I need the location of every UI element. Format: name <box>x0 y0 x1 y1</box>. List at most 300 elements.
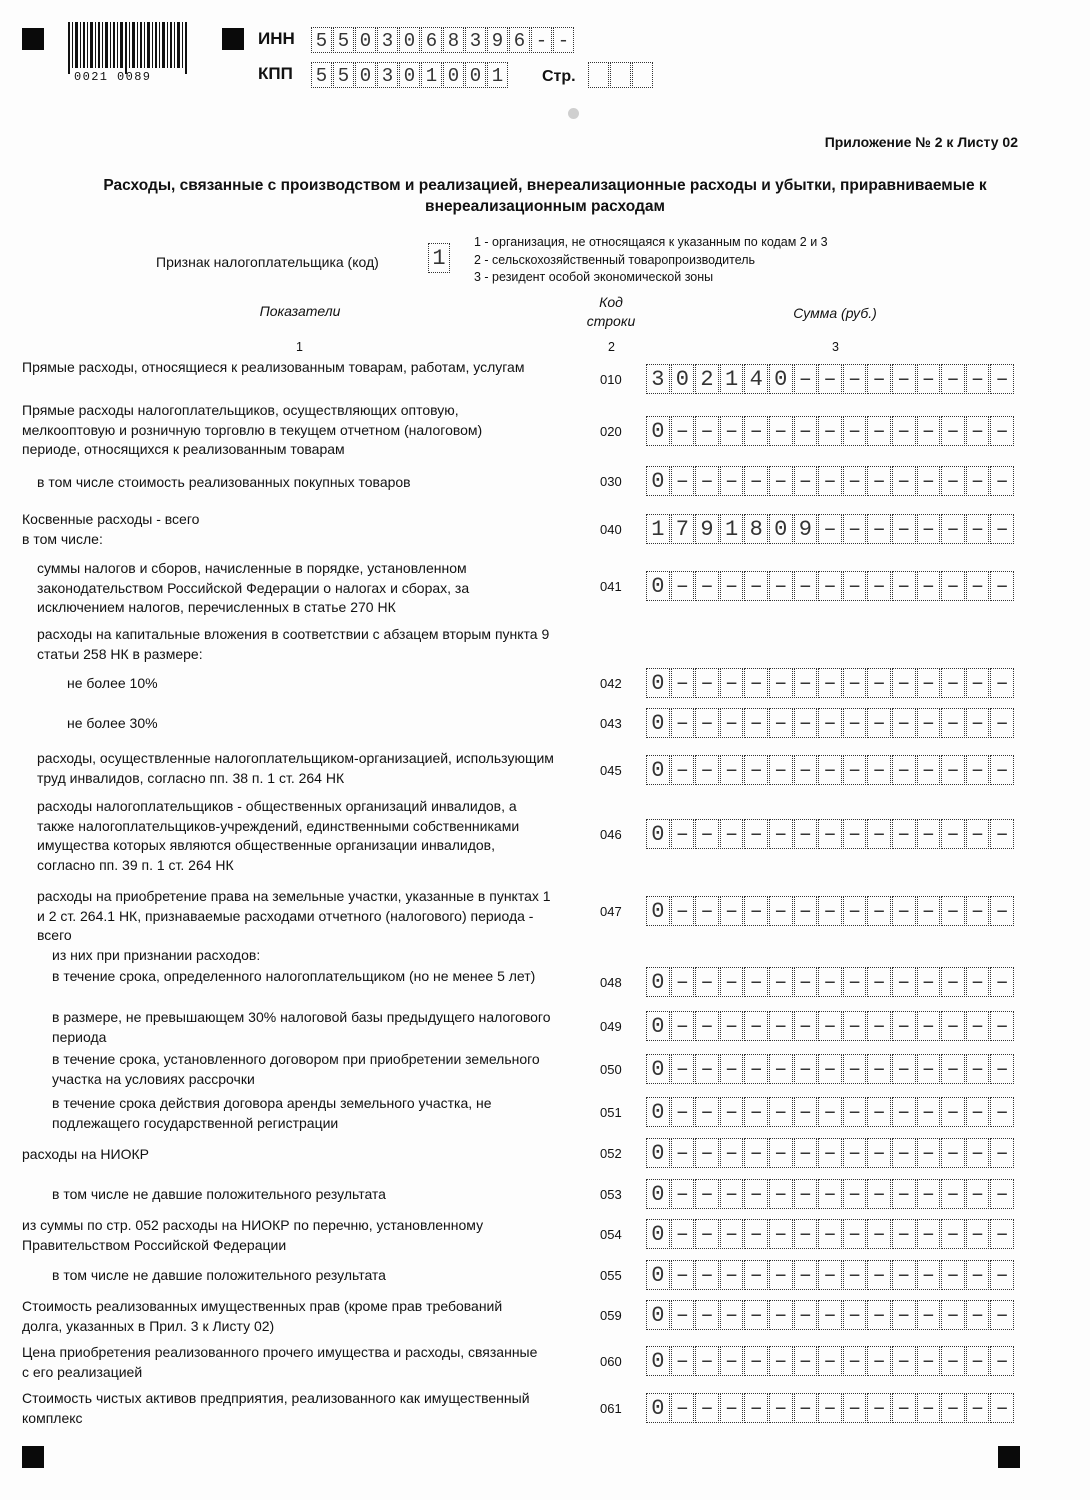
sum-digit-cell: – <box>818 708 842 738</box>
sum-digit-cell: – <box>769 1179 793 1209</box>
inn-digit-cell: 8 <box>443 27 464 53</box>
row-label: расходы на капитальные вложения в соответствии с абзацем вторым пункта 9 статьи 258 НК в размере: <box>37 626 550 662</box>
sum-digit-cell: – <box>695 1219 719 1249</box>
kpp-digit-cell: 5 <box>311 62 332 88</box>
column-header-sum: Сумма (руб.) <box>793 305 877 321</box>
sum-digit-cell: 0 <box>646 1054 670 1084</box>
sum-digit-cell: – <box>695 416 719 446</box>
sum-digit-cell: – <box>941 1219 965 1249</box>
row-sum-field[interactable] <box>646 755 1015 785</box>
sum-digit-cell: – <box>892 1097 916 1127</box>
row-sum-field[interactable] <box>646 1138 1015 1168</box>
sum-digit-cell: – <box>794 755 818 785</box>
page-number-field[interactable] <box>588 62 654 88</box>
row-sum-field[interactable] <box>646 1097 1015 1127</box>
row-sum-field[interactable] <box>646 466 1015 496</box>
sum-digit-cell: – <box>794 571 818 601</box>
sum-digit-cell: – <box>917 514 941 544</box>
sum-digit-cell: – <box>843 514 867 544</box>
sum-digit-cell: 0 <box>646 819 670 849</box>
row-code: 052 <box>600 1146 622 1161</box>
sum-digit-cell: – <box>843 896 867 926</box>
corner-marker-bottom-left <box>22 1446 44 1468</box>
sum-digit-cell: – <box>843 1138 867 1168</box>
page-digit-cell <box>632 62 653 88</box>
row-label: из суммы по стр. 052 расходы на НИОКР по перечню, установленному Правительством Российской Федерации <box>22 1217 484 1253</box>
sum-digit-cell: 7 <box>671 514 695 544</box>
sum-digit-cell: – <box>744 1054 768 1084</box>
sum-digit-cell: – <box>720 1346 744 1376</box>
sum-digit-cell: – <box>843 819 867 849</box>
sum-digit-cell: 0 <box>646 571 670 601</box>
sum-digit-cell: – <box>720 1300 744 1330</box>
sum-digit-cell: – <box>744 466 768 496</box>
sum-digit-cell: – <box>744 967 768 997</box>
sum-digit-cell: – <box>892 1054 916 1084</box>
sum-digit-cell: – <box>818 1393 842 1423</box>
barcode-image <box>68 22 190 76</box>
sum-digit-cell: – <box>794 416 818 446</box>
sum-digit-cell: – <box>794 1011 818 1041</box>
row-label: в размере, не превышающем 30% налоговой базы предыдущего налогового периода <box>52 1009 551 1045</box>
sum-digit-cell: – <box>941 466 965 496</box>
sum-digit-cell: – <box>917 1300 941 1330</box>
sum-digit-cell: – <box>867 1393 891 1423</box>
sum-digit-cell: – <box>867 1219 891 1249</box>
row-sum-field[interactable] <box>646 1179 1015 1209</box>
inn-label: ИНН <box>258 29 295 48</box>
sum-digit-cell: – <box>892 819 916 849</box>
sum-digit-cell: – <box>818 755 842 785</box>
row-label: расходы, осуществленные налогоплательщиком-организацией, использующим труд инвалидов, согласно пп. 38 п. 1 ст. 264 НК <box>37 750 554 786</box>
sum-digit-cell: – <box>843 708 867 738</box>
sum-digit-cell: – <box>671 708 695 738</box>
row-code: 030 <box>600 474 622 489</box>
sum-digit-cell: – <box>843 364 867 394</box>
row-label: не более 30% <box>67 715 158 731</box>
sum-digit-cell: – <box>990 896 1014 926</box>
sum-digit-cell: – <box>720 1011 744 1041</box>
sum-digit-cell: – <box>744 1260 768 1290</box>
kpp-label: КПП <box>258 64 293 83</box>
sum-digit-cell: – <box>843 1300 867 1330</box>
sum-digit-cell: – <box>695 1346 719 1376</box>
row-sum-field[interactable] <box>646 1219 1015 1249</box>
sum-digit-cell: – <box>818 1097 842 1127</box>
sum-digit-cell: – <box>695 571 719 601</box>
sum-digit-cell: – <box>744 1179 768 1209</box>
sum-digit-cell: – <box>671 571 695 601</box>
sum-digit-cell: – <box>917 571 941 601</box>
sum-digit-cell: – <box>892 1346 916 1376</box>
sum-digit-cell: – <box>892 1179 916 1209</box>
sum-digit-cell: – <box>867 1300 891 1330</box>
sum-digit-cell: – <box>917 1138 941 1168</box>
sum-digit-cell: – <box>966 708 990 738</box>
sum-digit-cell: – <box>769 668 793 698</box>
sum-digit-cell: – <box>794 1054 818 1084</box>
sum-digit-cell: 8 <box>744 514 768 544</box>
sum-digit-cell: – <box>867 364 891 394</box>
row-label: Прямые расходы, относящиеся к реализованным товарам, работам, услугам <box>22 359 525 375</box>
sum-digit-cell: – <box>867 1260 891 1290</box>
sum-digit-cell: – <box>695 755 719 785</box>
row-sum-field[interactable] <box>646 1054 1015 1084</box>
sum-digit-cell: 0 <box>646 896 670 926</box>
row-code: 046 <box>600 827 622 842</box>
row-sum-field[interactable] <box>646 1011 1015 1041</box>
sum-digit-cell: – <box>744 1346 768 1376</box>
sum-digit-cell: – <box>744 896 768 926</box>
sum-digit-cell: – <box>843 466 867 496</box>
sum-digit-cell: – <box>671 1219 695 1249</box>
sum-digit-cell: – <box>695 1179 719 1209</box>
sum-digit-cell: – <box>695 1138 719 1168</box>
sum-digit-cell: – <box>917 364 941 394</box>
sum-digit-cell: – <box>769 896 793 926</box>
sum-digit-cell: – <box>990 967 1014 997</box>
sum-digit-cell: – <box>917 967 941 997</box>
sum-digit-cell: – <box>892 571 916 601</box>
sum-digit-cell: – <box>917 1097 941 1127</box>
row-label: Прямые расходы налогоплательщиков, осуществляющих оптовую, мелкооптовую и розничную торговлю в текущем отчетном (налоговом) периоде, относящихся к реализованным товарам <box>22 402 483 457</box>
sum-digit-cell: – <box>892 967 916 997</box>
sum-digit-cell: – <box>966 1138 990 1168</box>
sum-digit-cell: – <box>818 1179 842 1209</box>
sum-digit-cell: – <box>941 1097 965 1127</box>
sum-digit-cell: – <box>990 755 1014 785</box>
column-header-indicators: Показатели <box>259 303 341 319</box>
sum-digit-cell: – <box>966 514 990 544</box>
sum-digit-cell: – <box>720 819 744 849</box>
inn-digit-cell: 9 <box>487 27 508 53</box>
sum-digit-cell: – <box>794 1393 818 1423</box>
sum-digit-cell: – <box>695 1011 719 1041</box>
sum-digit-cell: – <box>794 1138 818 1168</box>
sum-digit-cell: – <box>917 416 941 446</box>
kpp-digit-cell: 0 <box>465 62 486 88</box>
row-code: 020 <box>600 424 622 439</box>
kpp-field[interactable] <box>311 62 509 88</box>
sum-digit-cell: – <box>941 1346 965 1376</box>
sum-digit-cell: – <box>892 1393 916 1423</box>
sum-digit-cell: – <box>966 819 990 849</box>
sum-digit-cell: – <box>917 1219 941 1249</box>
sum-digit-cell: – <box>917 1179 941 1209</box>
row-code: 060 <box>600 1354 622 1369</box>
sum-digit-cell: – <box>695 668 719 698</box>
row-label: в течение срока, установленного договором при приобретении земельного участка на условиях рассрочки <box>52 1051 540 1087</box>
sum-digit-cell: – <box>769 466 793 496</box>
sum-digit-cell: – <box>695 1393 719 1423</box>
sum-digit-cell: – <box>843 1393 867 1423</box>
row-label: не более 10% <box>67 675 158 691</box>
sum-digit-cell: – <box>990 708 1014 738</box>
row-sum-field[interactable] <box>646 514 1015 544</box>
row-sum-field[interactable] <box>646 1393 1015 1423</box>
sum-digit-cell: – <box>917 708 941 738</box>
sum-digit-cell: – <box>671 896 695 926</box>
sum-digit-cell: 0 <box>646 1011 670 1041</box>
sum-digit-cell: – <box>990 1011 1014 1041</box>
sum-digit-cell: – <box>941 1138 965 1168</box>
sum-digit-cell: – <box>966 967 990 997</box>
page-digit-cell <box>588 62 609 88</box>
sum-digit-cell: – <box>843 1179 867 1209</box>
sum-digit-cell: – <box>720 896 744 926</box>
appendix-label: Приложение № 2 к Листу 02 <box>824 134 1018 150</box>
row-label: в течение срока, определенного налогоплательщиком (но не менее 5 лет) <box>52 968 536 984</box>
row-sum-field[interactable] <box>646 1300 1015 1330</box>
sum-digit-cell: 0 <box>646 967 670 997</box>
sum-digit-cell: – <box>769 1054 793 1084</box>
sum-digit-cell: – <box>671 1260 695 1290</box>
sum-digit-cell: – <box>720 1054 744 1084</box>
sum-digit-cell: – <box>892 416 916 446</box>
sum-digit-cell: 0 <box>646 1097 670 1127</box>
sum-digit-cell: – <box>941 755 965 785</box>
sum-digit-cell: – <box>966 896 990 926</box>
sum-digit-cell: – <box>818 1219 842 1249</box>
sum-digit-cell: – <box>695 708 719 738</box>
sum-digit-cell: – <box>744 1219 768 1249</box>
sum-digit-cell: – <box>892 364 916 394</box>
sum-digit-cell: – <box>941 364 965 394</box>
sum-digit-cell: – <box>794 896 818 926</box>
sum-digit-cell: – <box>843 416 867 446</box>
sum-digit-cell: – <box>843 571 867 601</box>
row-code: 041 <box>600 579 622 594</box>
sum-digit-cell: – <box>941 1179 965 1209</box>
sum-digit-cell: – <box>917 755 941 785</box>
sum-digit-cell: – <box>744 1300 768 1330</box>
sum-digit-cell: – <box>671 1138 695 1168</box>
sum-digit-cell: 0 <box>671 364 695 394</box>
row-label: расходы на НИОКР <box>22 1146 149 1162</box>
sum-digit-cell: – <box>966 1260 990 1290</box>
sum-digit-cell: – <box>720 967 744 997</box>
inn-digit-cell: 5 <box>311 27 332 53</box>
sum-digit-cell: – <box>941 1260 965 1290</box>
inn-digit-cell: - <box>553 27 574 53</box>
row-code: 010 <box>600 372 622 387</box>
sum-digit-cell: – <box>695 1097 719 1127</box>
sum-digit-cell: – <box>720 1260 744 1290</box>
sum-digit-cell: – <box>941 514 965 544</box>
sum-digit-cell: – <box>794 1097 818 1127</box>
sum-digit-cell: – <box>867 896 891 926</box>
sum-digit-cell: – <box>744 1393 768 1423</box>
sum-digit-cell: – <box>966 1097 990 1127</box>
sum-digit-cell: – <box>892 896 916 926</box>
sum-digit-cell: – <box>990 819 1014 849</box>
sum-digit-cell: – <box>818 571 842 601</box>
inn-field[interactable] <box>311 27 575 53</box>
sum-digit-cell: – <box>990 1219 1014 1249</box>
column-number-2: 2 <box>608 340 615 354</box>
sum-digit-cell: – <box>843 1260 867 1290</box>
sum-digit-cell: – <box>720 1393 744 1423</box>
row-code: 045 <box>600 763 622 778</box>
inn-digit-cell: 0 <box>355 27 376 53</box>
sum-digit-cell: – <box>990 514 1014 544</box>
row-code: 055 <box>600 1268 622 1283</box>
sum-digit-cell: – <box>695 1054 719 1084</box>
row-code: 054 <box>600 1227 622 1242</box>
sum-digit-cell: – <box>966 668 990 698</box>
row-code: 042 <box>600 676 622 691</box>
sum-digit-cell: – <box>671 1097 695 1127</box>
sum-digit-cell: – <box>671 466 695 496</box>
sum-digit-cell: – <box>867 571 891 601</box>
sum-digit-cell: – <box>990 1054 1014 1084</box>
sum-digit-cell: – <box>695 1260 719 1290</box>
sum-digit-cell: – <box>744 708 768 738</box>
sum-digit-cell: 0 <box>646 755 670 785</box>
sum-digit-cell: – <box>744 1138 768 1168</box>
sum-digit-cell: – <box>671 1011 695 1041</box>
inn-digit-cell: 6 <box>509 27 530 53</box>
corner-marker-top-left <box>22 28 44 50</box>
sum-digit-cell: – <box>843 1011 867 1041</box>
row-label: из них при признании расходов: <box>52 947 261 963</box>
sum-digit-cell: – <box>966 755 990 785</box>
taxpayer-sign-label: Признак налогоплательщика (код) <box>156 254 379 270</box>
sum-digit-cell: – <box>769 571 793 601</box>
sum-digit-cell: – <box>818 668 842 698</box>
sum-digit-cell: – <box>769 1219 793 1249</box>
row-sum-field[interactable] <box>646 708 1015 738</box>
sum-digit-cell: – <box>966 1219 990 1249</box>
sum-digit-cell: – <box>818 1138 842 1168</box>
sum-digit-cell: 0 <box>646 1219 670 1249</box>
sum-digit-cell: – <box>818 416 842 446</box>
sum-digit-cell: – <box>917 896 941 926</box>
row-code: 050 <box>600 1062 622 1077</box>
sum-digit-cell: – <box>867 708 891 738</box>
row-sum-field[interactable] <box>646 896 1015 926</box>
sum-digit-cell: – <box>671 819 695 849</box>
row-sum-field[interactable] <box>646 416 1015 446</box>
sum-digit-cell: – <box>843 967 867 997</box>
sum-digit-cell: – <box>671 1393 695 1423</box>
sum-digit-cell: – <box>818 466 842 496</box>
taxpayer-sign-options <box>474 234 828 287</box>
kpp-digit-cell: 0 <box>443 62 464 88</box>
sum-digit-cell: – <box>769 1097 793 1127</box>
row-sum-field[interactable] <box>646 668 1015 698</box>
column-number-3: 3 <box>832 340 839 354</box>
sum-digit-cell: – <box>941 819 965 849</box>
sum-digit-cell: – <box>769 1393 793 1423</box>
kpp-digit-cell: 5 <box>333 62 354 88</box>
sum-digit-cell: 0 <box>646 1300 670 1330</box>
sum-digit-cell: – <box>867 967 891 997</box>
row-code: 053 <box>600 1187 622 1202</box>
sum-digit-cell: – <box>720 466 744 496</box>
sum-digit-cell: – <box>695 466 719 496</box>
sum-digit-cell: – <box>990 1393 1014 1423</box>
taxpayer-sign-field[interactable]: 1 <box>428 243 450 273</box>
row-label: в течение срока действия договора аренды земельного участка, не подлежащего государственной регистрации <box>52 1095 492 1131</box>
sum-digit-cell: – <box>794 466 818 496</box>
sum-digit-cell: – <box>720 668 744 698</box>
sum-digit-cell: – <box>818 819 842 849</box>
barcode-number: 0021 0089 <box>74 70 152 84</box>
sum-digit-cell: – <box>720 1097 744 1127</box>
sum-digit-cell: – <box>720 416 744 446</box>
sum-digit-cell: – <box>941 1393 965 1423</box>
sum-digit-cell: – <box>892 1300 916 1330</box>
row-sum-field[interactable] <box>646 819 1015 849</box>
sum-digit-cell: – <box>867 1011 891 1041</box>
row-label: Стоимость чистых активов предприятия, реализованного как имущественный комплекс <box>22 1390 530 1426</box>
row-code: 048 <box>600 975 622 990</box>
sum-digit-cell: – <box>769 1260 793 1290</box>
taxpayer-sign-option: 1 - организация, не относящаяся к указанным по кодам 2 и 3 <box>474 235 828 249</box>
row-label: в том числе не давшие положительного результата <box>52 1267 386 1283</box>
sum-digit-cell: – <box>867 755 891 785</box>
row-label: в том числе не давшие положительного результата <box>52 1186 386 1202</box>
sum-digit-cell: – <box>671 967 695 997</box>
sum-digit-cell: – <box>769 1300 793 1330</box>
sum-digit-cell: – <box>867 514 891 544</box>
page-title: Расходы, связанные с производством и реализацией, внереализационные расходы и убытки, приравниваемые к внереализационным расходам <box>103 177 987 215</box>
kpp-digit-cell: 1 <box>487 62 508 88</box>
sum-digit-cell: – <box>941 1011 965 1041</box>
sum-digit-cell: – <box>720 1179 744 1209</box>
sum-digit-cell: – <box>941 708 965 738</box>
sum-digit-cell: – <box>744 755 768 785</box>
sum-digit-cell: – <box>794 1346 818 1376</box>
row-sum-field[interactable] <box>646 967 1015 997</box>
row-sum-field[interactable] <box>646 364 1015 394</box>
sum-digit-cell: – <box>843 1054 867 1084</box>
sum-digit-cell: – <box>966 571 990 601</box>
sum-digit-cell: – <box>769 819 793 849</box>
sum-digit-cell: – <box>794 967 818 997</box>
sum-digit-cell: – <box>794 1179 818 1209</box>
sum-digit-cell: – <box>720 755 744 785</box>
row-sum-field[interactable] <box>646 1260 1015 1290</box>
sum-digit-cell: – <box>990 1138 1014 1168</box>
sum-digit-cell: – <box>917 1054 941 1084</box>
row-code: 059 <box>600 1308 622 1323</box>
sum-digit-cell: – <box>720 1138 744 1168</box>
sum-digit-cell: – <box>966 1011 990 1041</box>
sum-digit-cell: – <box>671 755 695 785</box>
sum-digit-cell: – <box>990 466 1014 496</box>
sum-digit-cell: 9 <box>695 514 719 544</box>
sum-digit-cell: – <box>990 1260 1014 1290</box>
sum-digit-cell: – <box>941 1300 965 1330</box>
row-sum-field[interactable] <box>646 1346 1015 1376</box>
sum-digit-cell: 0 <box>646 668 670 698</box>
sum-digit-cell: – <box>990 571 1014 601</box>
row-code: 061 <box>600 1401 622 1416</box>
sum-digit-cell: – <box>990 416 1014 446</box>
sum-digit-cell: 1 <box>646 514 670 544</box>
row-sum-field[interactable] <box>646 571 1015 601</box>
sum-digit-cell: – <box>671 416 695 446</box>
sum-digit-cell: – <box>843 1219 867 1249</box>
sum-digit-cell: – <box>917 1011 941 1041</box>
sum-digit-cell: – <box>769 1346 793 1376</box>
sum-digit-cell: 0 <box>646 416 670 446</box>
sum-digit-cell: 0 <box>646 1138 670 1168</box>
kpp-digit-cell: 1 <box>421 62 442 88</box>
row-label: расходы налогоплательщиков - общественных организаций инвалидов, а также налогоплательщиков-учреждений, единственными собственниками имущества которых являются общественные организации инвалидов, согласно пп. 39 п. 1 ст. 264 НК <box>37 798 520 873</box>
